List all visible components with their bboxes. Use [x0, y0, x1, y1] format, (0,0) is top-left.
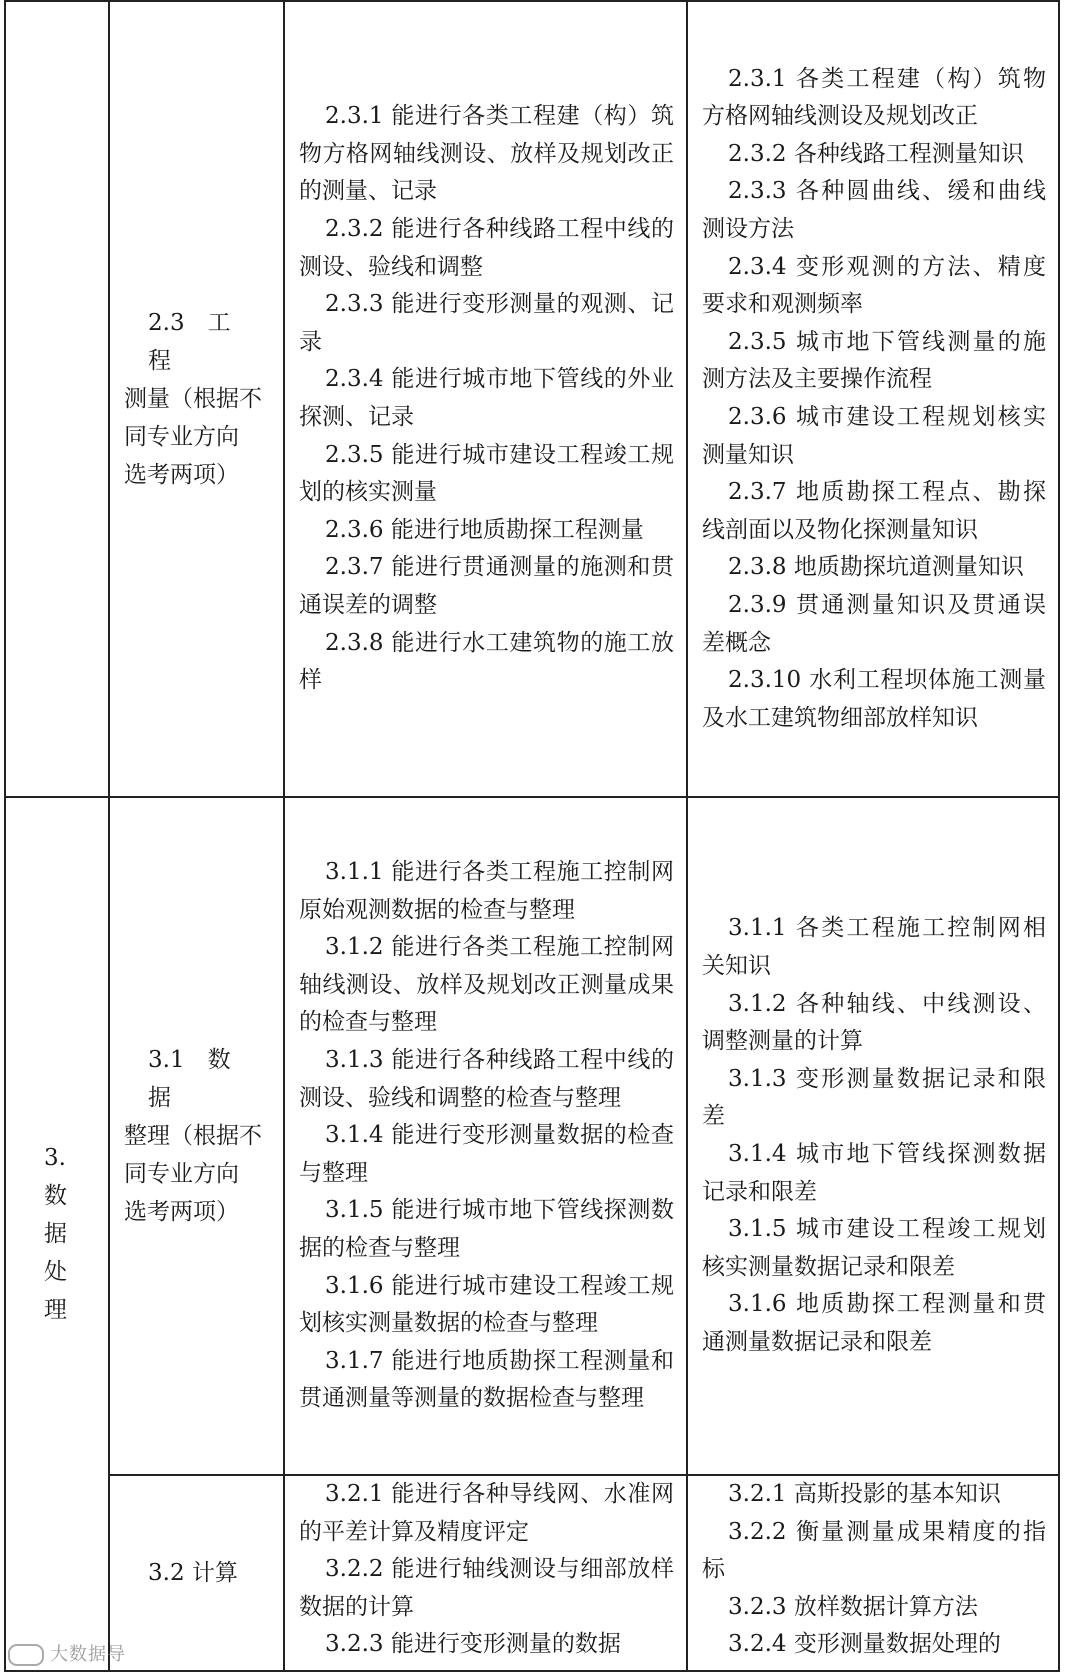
subsection-line: 测量（根据不 [124, 386, 262, 412]
subsection-cell [109, 797, 284, 1475]
skill-item: 2.3.3 能进行变形测量的观测、记录 [299, 291, 674, 355]
subsection-line: 同专业方向 [124, 424, 239, 450]
skill-item: 3.1.6 能进行城市建设工程竣工规划核实测量数据的检查与整理 [299, 1272, 674, 1337]
knowledge-item: 2.3.9 贯通测量知识及贯通误差概念 [702, 591, 1046, 656]
subsection-line: 选考两项） [124, 1199, 239, 1225]
standards-table [4, 0, 1060, 1672]
skill-item: 3.2.2 能进行轴线测设与细部放样数据的计算 [299, 1556, 674, 1620]
table-row [5, 1, 1059, 797]
skill-cell [284, 1475, 687, 1671]
knowledge-cell [687, 1, 1059, 797]
subsection-line: 3.1 数 据 [148, 1047, 254, 1111]
skill-item: 2.3.2 能进行各种线路工程中线的测设、验线和调整 [299, 216, 674, 280]
category-cell [5, 797, 109, 1671]
subsection-cell [109, 1475, 284, 1671]
skill-item: 2.3.8 能进行水工建筑物的施工放样 [299, 629, 674, 694]
skill-cell [284, 797, 687, 1475]
knowledge-item: 3.2.1 高斯投影的基本知识 [728, 1481, 1001, 1507]
category-line: 据 [44, 1221, 67, 1247]
watermark [8, 1640, 126, 1666]
knowledge-item: 3.1.6 地质勘探工程测量和贯通测量数据记录和限差 [702, 1291, 1046, 1355]
skill-item: 3.2.3 能进行变形测量的数据 [325, 1631, 621, 1658]
skill-item: 3.1.4 能进行变形测量数据的检查与整理 [299, 1122, 674, 1186]
knowledge-item: 2.3.3 各种圆曲线、缓和曲线测设方法 [702, 178, 1046, 243]
skill-item: 2.3.7 能进行贯通测量的施测和贯通误差的调整 [299, 554, 674, 618]
knowledge-item: 2.3.5 城市地下管线测量的施测方法及主要操作流程 [702, 328, 1046, 393]
table-row [5, 1475, 1059, 1671]
skill-item: 3.1.1 能进行各类工程施工控制网原始观测数据的检查与整理 [299, 859, 674, 923]
watermark-text: 大数据导 [50, 1644, 126, 1665]
knowledge-item: 2.3.6 城市建设工程规划核实测量知识 [702, 404, 1046, 468]
skill-item: 2.3.1 能进行各类工程建（构）筑物方格网轴线测设、放样及规划改正的测量、记录 [299, 103, 674, 205]
skill-item: 2.3.6 能进行地质勘探工程测量 [325, 516, 644, 543]
skill-item: 2.3.4 能进行城市地下管线的外业探测、记录 [299, 366, 674, 430]
subsection-line: 选考两项） [124, 462, 239, 488]
knowledge-item: 3.2.2 衡量测量成果精度的指标 [702, 1518, 1046, 1583]
subsection-cell [109, 1, 284, 797]
knowledge-cell [687, 797, 1059, 1475]
category-line: 数 [44, 1183, 67, 1209]
knowledge-item: 3.1.4 城市地下管线探测数据记录和限差 [702, 1141, 1046, 1205]
skill-item: 3.2.1 能进行各种导线网、水准网的平差计算及精度评定 [299, 1481, 674, 1545]
skill-item: 3.1.2 能进行各类工程施工控制网轴线测设、放样及规划改正测量成果的检查与整理 [299, 934, 674, 1036]
subsection-line: 2.3 工 程 [148, 310, 254, 374]
category-line: 理 [44, 1297, 67, 1323]
knowledge-item: 2.3.8 地质勘探坑道测量知识 [728, 554, 1024, 581]
skill-cell [284, 1, 687, 797]
knowledge-item: 3.1.2 各种轴线、中线测设、调整测量的计算 [702, 990, 1046, 1055]
category-cell-empty [5, 1, 109, 797]
skill-item: 3.1.5 能进行城市地下管线探测数据的检查与整理 [299, 1197, 674, 1261]
knowledge-item: 3.1.1 各类工程施工控制网相关知识 [702, 915, 1046, 980]
knowledge-item: 3.1.3 变形测量数据记录和限差 [702, 1065, 1046, 1130]
subsection-line: 整理（根据不 [124, 1123, 262, 1149]
knowledge-item: 3.2.3 放样数据计算方法 [728, 1593, 978, 1620]
table-row [5, 797, 1059, 1475]
watermark-logo-icon [8, 1644, 44, 1666]
knowledge-cell [687, 1475, 1059, 1671]
skill-item: 3.1.7 能进行地质勘探工程测量和贯通测量等测量的数据检查与整理 [299, 1347, 674, 1412]
subsection-line: 同专业方向 [124, 1161, 239, 1187]
knowledge-item: 3.1.5 城市建设工程竣工规划核实测量数据记录和限差 [702, 1216, 1046, 1280]
skill-item: 3.1.3 能进行各种线路工程中线的测设、验线和调整的检查与整理 [299, 1047, 674, 1111]
knowledge-item: 2.3.2 各种线路工程测量知识 [728, 140, 1024, 167]
knowledge-item: 2.3.4 变形观测的方法、精度要求和观测频率 [702, 253, 1046, 318]
skill-item: 2.3.5 能进行城市建设工程竣工规划的核实测量 [299, 441, 674, 506]
knowledge-item: 2.3.10 水利工程坝体施工测量及水工建筑物细部放样知识 [702, 667, 1046, 731]
subsection-line: 3.2 计算 [148, 1560, 238, 1586]
knowledge-item: 2.3.7 地质勘探工程点、勘探线剖面以及物化探测量知识 [702, 479, 1046, 543]
category-line: 3. [44, 1145, 66, 1171]
knowledge-item: 2.3.1 各类工程建（构）筑物方格网轴线测设及规划改正 [702, 65, 1046, 130]
knowledge-item: 3.2.4 变形测量数据处理的 [728, 1631, 1001, 1658]
category-line: 处 [44, 1259, 67, 1285]
